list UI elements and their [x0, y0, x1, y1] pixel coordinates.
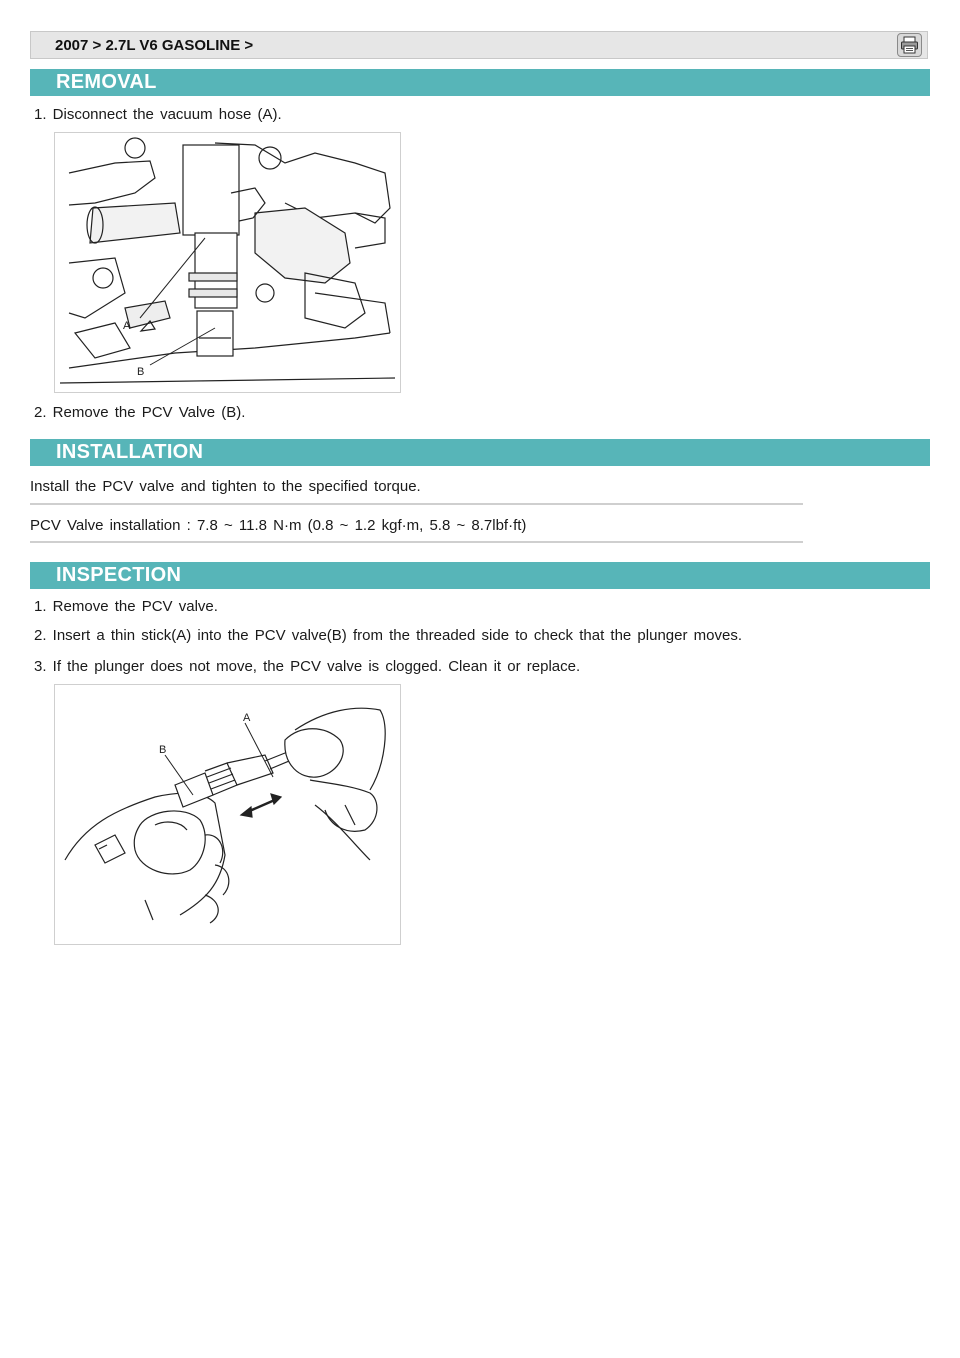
- removal-step-1: 1. Disconnect the vacuum hose (A).: [34, 106, 282, 123]
- figure-label-b: B: [137, 366, 145, 378]
- installation-section-header: [30, 439, 930, 466]
- torque-spec: PCV Valve installation : 7.8 ~ 11.8 N·m (0.8 ~ 1.2 kgf·m, 5.8 ~ 8.7lbf·ft): [30, 517, 527, 534]
- figure-label-a: A: [123, 320, 131, 332]
- removal-section-header: [30, 69, 930, 96]
- inspection-title: INSPECTION: [56, 564, 182, 586]
- breadcrumb: [30, 31, 928, 59]
- removal-title: REMOVAL: [56, 71, 157, 93]
- spec-top-rule: [30, 503, 803, 505]
- removal-step-2: 2. Remove the PCV Valve (B).: [34, 404, 246, 421]
- removal-figure: [54, 132, 401, 393]
- figure-label-a: A: [243, 712, 251, 724]
- installation-text: Install the PCV valve and tighten to the specified torque.: [30, 478, 421, 495]
- inspection-section-header: [30, 562, 930, 589]
- print-button[interactable]: [897, 33, 922, 57]
- inspection-figure: [54, 684, 401, 945]
- pcv-hose-illustration: [55, 133, 400, 392]
- printer-icon: [900, 36, 919, 54]
- installation-title: INSTALLATION: [56, 441, 204, 463]
- breadcrumb-text: 2007 > 2.7L V6 GASOLINE >: [55, 37, 254, 54]
- figure-label-b: B: [159, 744, 167, 756]
- inspection-step-2: 2. Insert a thin stick(A) into the PCV valve(B) from the threaded side to check that the plunger moves.: [34, 627, 742, 644]
- pcv-valve-test-illustration: [55, 685, 400, 944]
- inspection-step-3: 3. If the plunger does not move, the PCV valve is clogged. Clean it or replace.: [34, 658, 581, 675]
- spec-bottom-rule: [30, 541, 803, 543]
- inspection-step-1: 1. Remove the PCV valve.: [34, 598, 218, 615]
